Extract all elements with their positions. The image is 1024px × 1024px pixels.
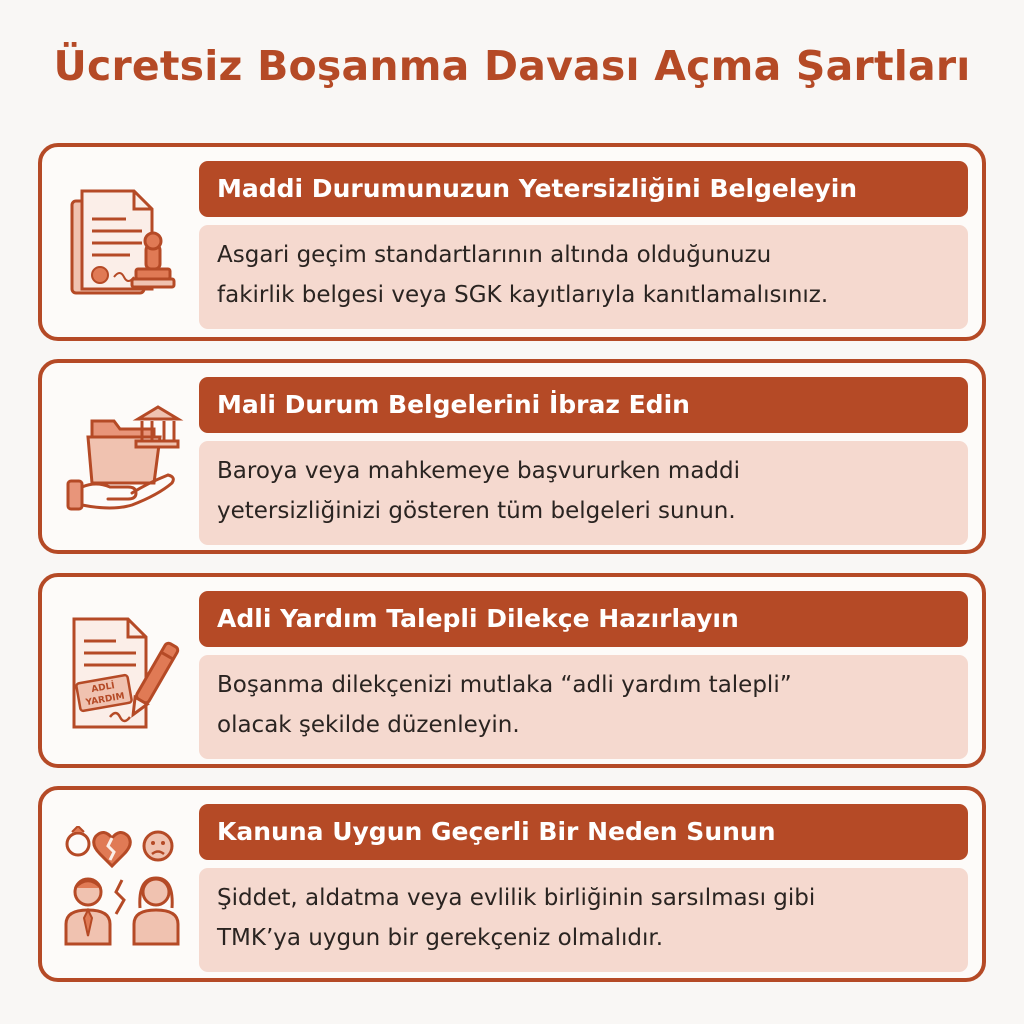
card-description-line: Asgari geçim standartlarının altında olduğunuzu bbox=[217, 242, 772, 268]
card-heading: Adli Yardım Talepli Dilekçe Hazırlayın bbox=[199, 591, 968, 647]
card-description-line: TMK’ya uygun bir gerekçeniz olmalıdır. bbox=[217, 925, 664, 951]
petition-pen-icon bbox=[60, 613, 184, 737]
card-description-line: Baroya veya mahkemeye başvururken maddi bbox=[217, 458, 741, 484]
card-financial-documents bbox=[38, 359, 986, 554]
card-description bbox=[199, 441, 968, 545]
stamp-label: ADLİ bbox=[90, 681, 116, 696]
card-description-line: fakirlik belgesi veya SGK kayıtlarıyla kanıtlamalısınız. bbox=[217, 282, 829, 308]
card-heading: Mali Durum Belgelerini İbraz Edin bbox=[199, 377, 968, 433]
stamp-label: YARDIM bbox=[84, 691, 126, 709]
card-description-line: olacak şekilde düzenleyin. bbox=[217, 712, 520, 738]
card-description-line: Şiddet, aldatma veya evlilik birliğinin sarsılması gibi bbox=[217, 885, 816, 911]
page-title: Ücretsiz Boşanma Davası Açma Şartları bbox=[53, 42, 971, 90]
card-valid-reason bbox=[38, 786, 986, 982]
couple-broken-heart-icon bbox=[60, 826, 184, 950]
card-heading: Kanuna Uygun Geçerli Bir Neden Sunun bbox=[199, 804, 968, 860]
card-description bbox=[199, 655, 968, 759]
card-heading: Maddi Durumunuzun Yetersizliğini Belgeleyin bbox=[199, 161, 968, 217]
folder-bank-hand-icon bbox=[60, 399, 184, 523]
card-description bbox=[199, 868, 968, 972]
card-financial-insufficiency bbox=[38, 143, 986, 341]
card-legal-aid-petition bbox=[38, 573, 986, 768]
card-description bbox=[199, 225, 968, 329]
card-description-line: yetersizliğinizi gösteren tüm belgeleri sunun. bbox=[217, 498, 736, 524]
document-stamp-icon bbox=[60, 183, 184, 307]
card-description-line: Boşanma dilekçenizi mutlaka “adli yardım talepli” bbox=[217, 672, 792, 698]
